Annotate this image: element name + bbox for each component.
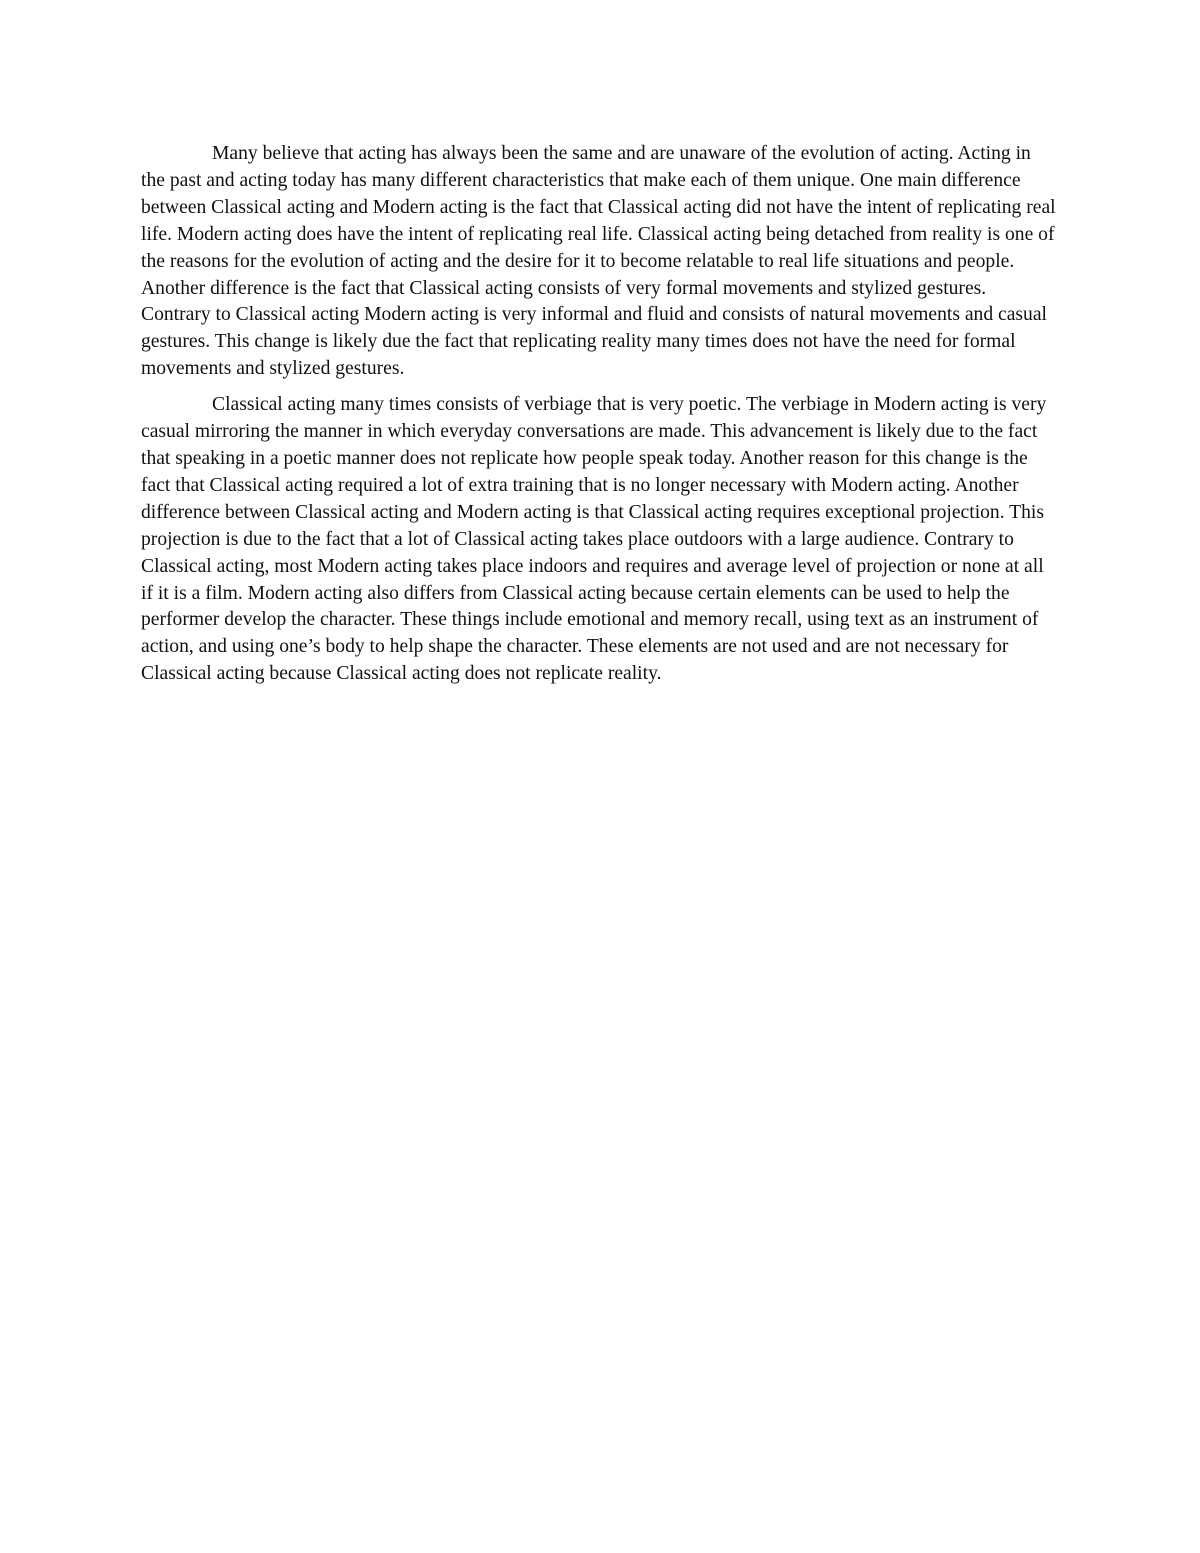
paragraph-1: Many believe that acting has always been the same and are unaware of the evolution of acting. Acting in the past and acting today has many different characteristics that make each of them unique. One main difference between Classical acting and Modern acting is the fact that Classical acting did not have the intent of replicating real life. Modern acting does have the intent of replicating real life. Classical acting being detached from reality is one of the reasons for the evolution of acting and the desire for it to become relatable to real life situations and people. Another difference is the fact that Classical acting consists of very formal movements and stylized gestures. Contrary to Classical acting Modern acting is very informal and fluid and consists of natural movements and casual gestures. This change is likely due the fact that replicating reality many times does not have the need for formal movements and stylized gestures. bbox=[141, 143, 1056, 380]
paragraph-2: Classical acting many times consists of verbiage that is very poetic. The verbiage in Modern acting is very casual mirroring the manner in which everyday conversations are made. This advancement is likely due to the fact that speaking in a poetic manner does not replicate how people speak today. Another reason for this change is the fact that Classical acting required a lot of extra training that is no longer necessary with Modern acting. Another difference between Classical acting and Modern acting is that Classical acting requires exceptional projection. This projection is due to the fact that a lot of Classical acting takes place outdoors with a large audience. Contrary to Classical acting, most Modern acting takes place indoors and requires and average level of projection or none at all if it is a film. Modern acting also differs from Classical acting because certain elements can be used to help the performer develop the character. These things include emotional and memory recall, using text as an instrument of action, and using one’s body to help shape the character. These elements are not used and are not necessary for Classical acting because Classical acting does not replicate reality. bbox=[141, 394, 1047, 685]
document-body bbox=[141, 141, 1059, 697]
